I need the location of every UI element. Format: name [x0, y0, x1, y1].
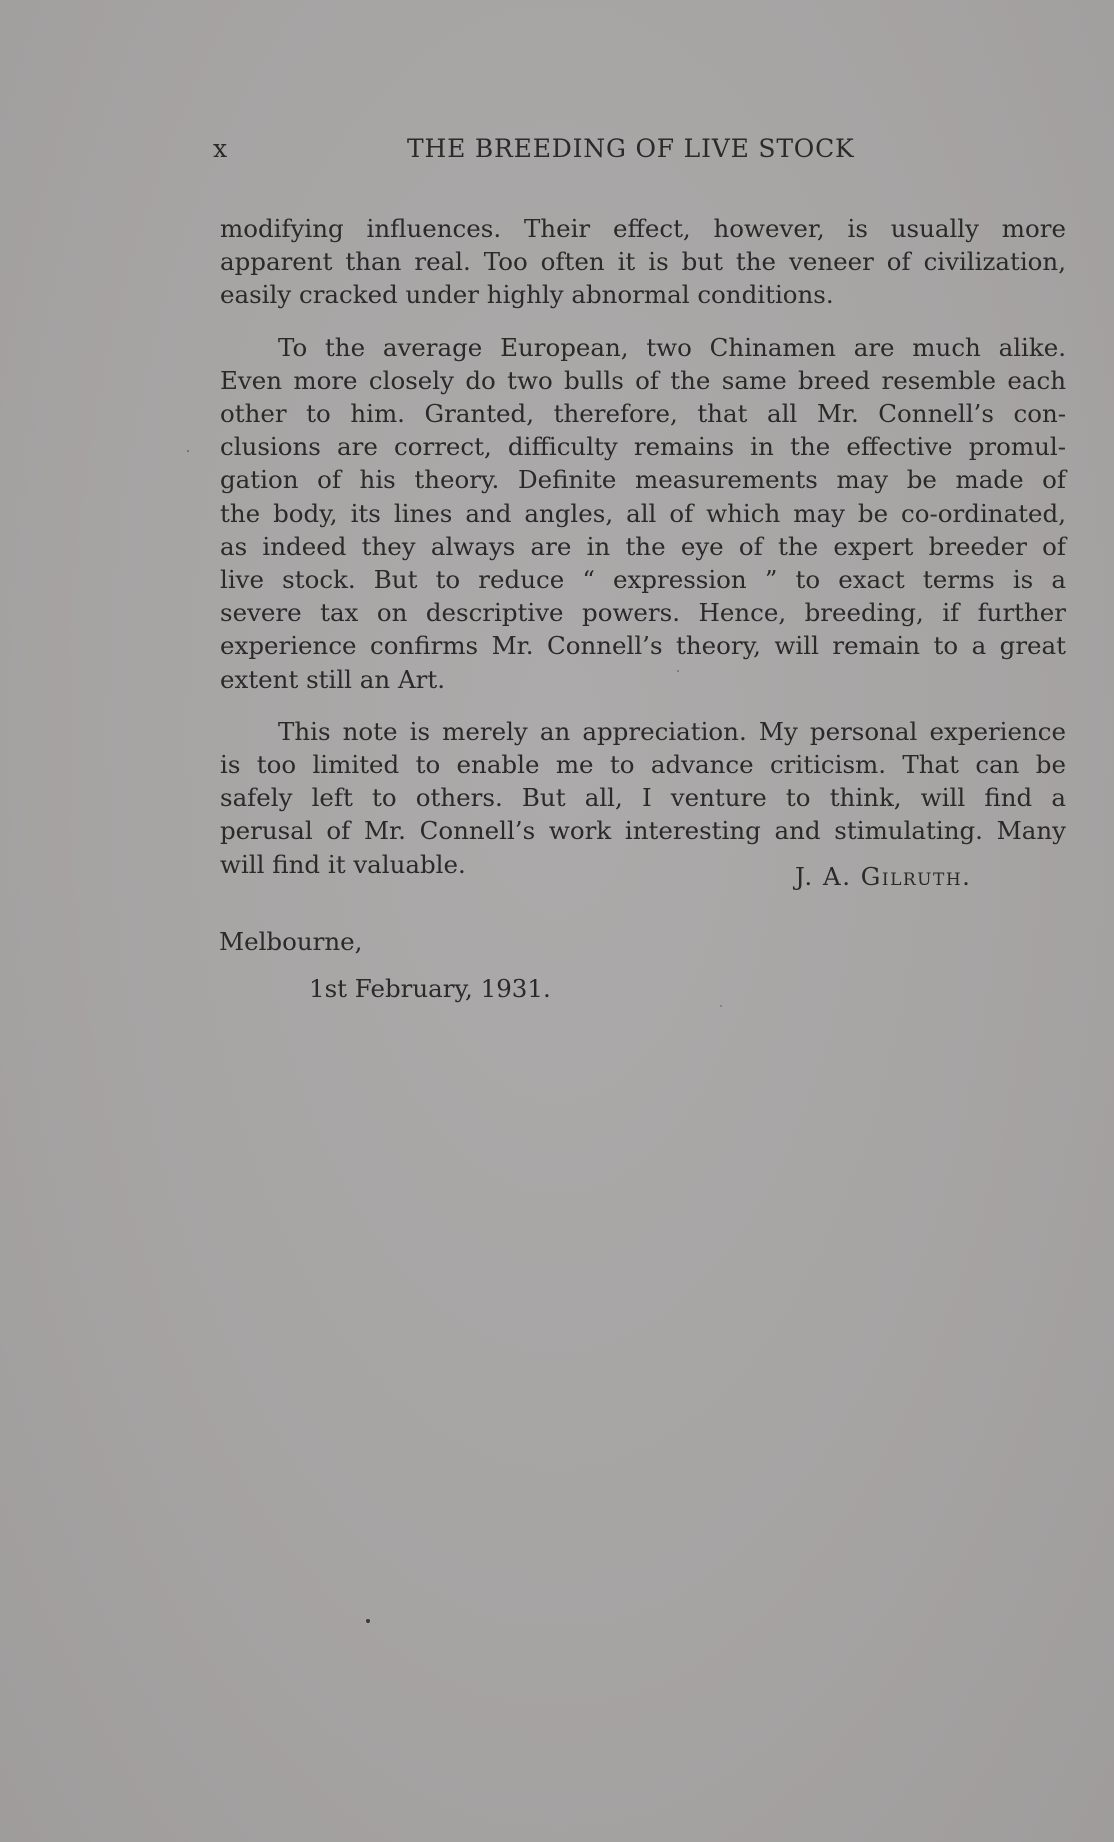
paper-speck	[187, 450, 189, 452]
text-line: perusal of Mr. Connell’s work interesting and stimulating. Many	[220, 816, 1066, 846]
author-initials: J. A.	[795, 862, 852, 891]
text-line: To the average European, two Chinamen are much alike.	[278, 332, 1066, 362]
text-line: other to him. Granted, therefore, that all Mr. Connell’s con-	[220, 399, 1066, 429]
text-line: safely left to others. But all, I venture to think, will find a	[220, 783, 1066, 813]
text-line: This note is merely an appreciation. My personal experience	[278, 716, 1066, 746]
text-line: apparent than real. Too often it is but the veneer of civilization,	[220, 247, 1066, 277]
text-line: as indeed they always are in the eye of the expert breeder of	[220, 531, 1066, 561]
text-line: the body, its lines and angles, all of which may be co-ordinated,	[220, 498, 1066, 528]
running-title: THE BREEDING OF LIVE STOCK	[407, 134, 855, 163]
text-line: clusions are correct, difficulty remains in the effective promul-	[220, 432, 1066, 462]
page-header	[213, 134, 873, 174]
date-line: 1st February, 1931.	[309, 974, 551, 1003]
paragraph	[220, 331, 1066, 696]
author-signature	[795, 862, 971, 891]
text-line: will find it valuable.	[220, 849, 466, 879]
text-line: severe tax on descriptive powers. Hence, breeding, if further	[220, 598, 1066, 628]
text-line: live stock. But to reduce “ expression ” to exact terms is a	[220, 565, 1066, 595]
paper-speck	[720, 1005, 722, 1007]
body-text	[220, 212, 1066, 900]
text-line: easily cracked under highly abnormal conditions.	[220, 280, 834, 310]
paper-speck	[366, 1619, 370, 1623]
text-line: modifying influences. Their effect, however, is usually more	[220, 214, 1066, 243]
place-line: Melbourne,	[219, 927, 363, 956]
author-surname: Gilruth.	[860, 862, 972, 891]
text-line: Even more closely do two bulls of the same breed resemble each	[220, 365, 1066, 395]
text-line: gation of his theory. Definite measurements may be made of	[220, 465, 1066, 495]
paper-speck	[677, 670, 679, 672]
text-line: is too limited to enable me to advance criticism. That can be	[220, 750, 1066, 780]
text-line: experience confirms Mr. Connell’s theory, will remain to a great	[220, 631, 1066, 661]
paragraph	[220, 715, 1066, 881]
paragraph	[220, 212, 1066, 312]
page-number: x	[213, 134, 229, 163]
text-line: extent still an Art.	[220, 664, 445, 694]
